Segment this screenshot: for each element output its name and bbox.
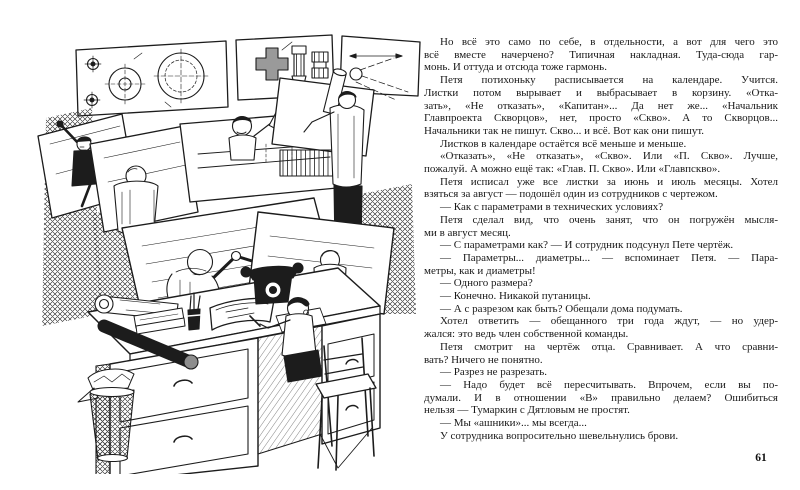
text-line: зать», «Не отказать», «Капитан»... Да нет же... «Начальник [424, 99, 778, 112]
text-line: жался: это ведь член собственной команды. [424, 328, 629, 341]
paragraph [424, 239, 778, 252]
paragraph [424, 138, 778, 151]
paragraph [424, 315, 778, 340]
text-line: «Отказать», «Не отказать», «Скво». Или «П. Скво». Лучше, [440, 150, 778, 163]
text-line: Петя сделал вид, что очень занят, что он погружён мысля- [440, 213, 778, 226]
text-line: — А с разрезом как быть? Обещали дома подумать. [440, 302, 683, 315]
text-line: — Параметры... диаметры... — вспоминает Петя. — Пара- [440, 251, 778, 264]
poster-circles [76, 41, 228, 116]
paragraph [424, 290, 778, 303]
paragraph [424, 430, 778, 443]
text-line: Листков в календаре остаётся всё меньше и меньше. [440, 137, 687, 150]
wastebasket [78, 369, 134, 461]
paragraph [424, 252, 778, 277]
text-line: Петя потихоньку расписывается на календаре. Учится. [440, 74, 778, 87]
paragraph [424, 303, 778, 316]
paragraph [424, 214, 778, 239]
text-line: Листки потом вырывает и выбрасывает в корзину. «Отка- [424, 86, 778, 99]
text-line: Петя исписал уже все листки за июнь и июль месяцы. Хотел [440, 175, 778, 188]
text-line: Но всё это само по себе, в отдельности, а вот для чего это [440, 36, 778, 48]
text-line: — Надо будет всё пересчитывать. Впрочем, если вы по- [440, 378, 778, 391]
text-line: метры, как и диаметры! [424, 264, 536, 277]
text-line: — Мы «ашники»... мы всегда... [440, 417, 587, 430]
text-line: ми в август месяц. [424, 226, 511, 239]
paragraph [424, 366, 778, 379]
text-line: — Разрез не разрезать. [440, 366, 547, 379]
paragraph [424, 417, 778, 430]
text-line: Петя смотрит на чертёж отца. Сравнивает. А что сравни- [440, 340, 778, 353]
text-line: монь. И оттуда и отсюда тоже гармонь. [424, 61, 607, 74]
paragraph [424, 341, 778, 366]
text-line: — С параметрами как? — И сотрудник подсунул Пете чертёж. [440, 239, 734, 252]
text-line: всё вместе начерчено? Типичная накладная. Туда-сюда гар- [424, 48, 778, 61]
paragraph [424, 150, 778, 175]
paragraph [424, 74, 778, 138]
text-column [424, 36, 778, 443]
paragraph [424, 379, 778, 417]
text-line: вать? Ничего не понятно. [424, 353, 543, 366]
text-line: взяться за август — подошёл один из сотрудников с чертежом. [424, 188, 718, 201]
text-line: — Одного размера? [440, 277, 533, 290]
page-number: 61 [755, 452, 767, 464]
text-line: нельзя — Тумаркин с Дятловым не простят. [424, 404, 630, 417]
paragraph [424, 36, 778, 74]
paragraph [424, 176, 778, 201]
text-line: Главпроекта Скворцов», нет, просто «Скво». А то Скворцов... [424, 112, 778, 125]
text-line: Хотел ответить — обещанного три года ждут, — но удер- [440, 315, 778, 328]
illustration-drafting-office [30, 14, 422, 474]
text-line: пожалуй. А можно ещё так: «Глав. П. Скво». Или «Главпскво». [424, 163, 721, 176]
text-line: — Как с параметрами в технических условиях? [440, 201, 664, 214]
text-line: Начальники так не пишут. Скво... и всё. Вот как они пишут. [424, 124, 705, 137]
paragraph [424, 277, 778, 290]
text-line: — Конечно. Никакой путаницы. [440, 290, 591, 303]
text-line: У сотрудника вопросительно шевельнулись брови. [440, 429, 679, 442]
paragraph [424, 201, 778, 214]
text-line: думали. И в отношении «В» правильно делаем? Ошибиться [424, 391, 778, 404]
